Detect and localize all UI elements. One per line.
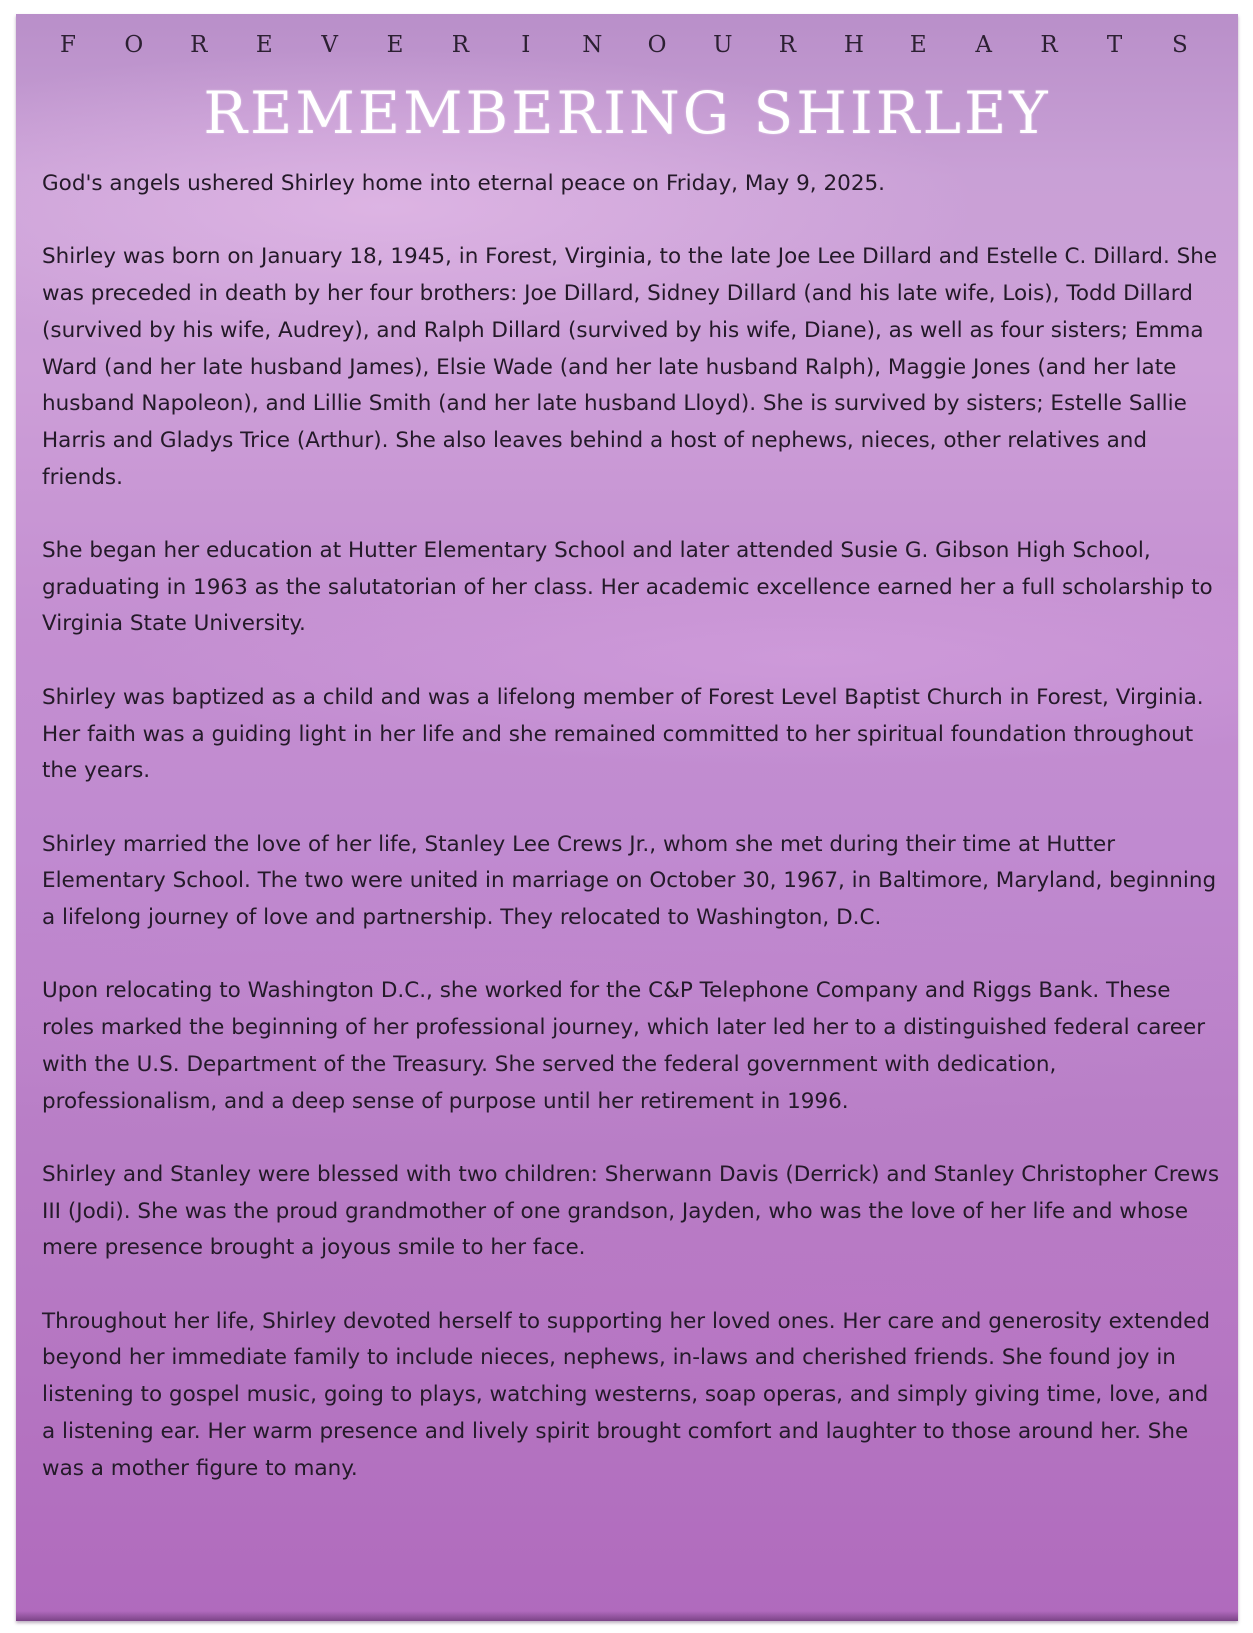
tagline-letter: S xyxy=(1172,32,1188,58)
tagline-letter: R xyxy=(451,32,470,58)
tagline-letter: F xyxy=(60,32,76,58)
paragraph-passing: God's angels ushered Shirley home into eternal peace on Friday, May 9, 2025. xyxy=(42,171,886,196)
paragraph-family: Shirley was born on January 18, 1945, in Forest, Virginia, to the late Joe Lee Dillard and Estelle C. Dillard. She was preceded in death by her four brothers: Joe Dillard, Sidney Dillard (and his late wife, Lois), Todd Dillard (survived by his wife, Audrey), and Ralph Dillard (survived by his wife, Diane), as well as four sisters; Emma Ward (and her late husband James), Elsie Wade (and her late husband Ralph), Maggie Jones (and her late husband Napoleon), and Lillie Smith (and her late husband Lloyd). She is survived by sisters; Estelle Sallie Harris and Gladys Trice (Arthur). She also leaves behind a host of nephews, nieces, other relatives and friends. xyxy=(42,244,1218,490)
tagline-letter: V xyxy=(321,32,338,58)
paragraph-career: Upon relocating to Washington D.C., she worked for the C&P Telephone Company and Riggs Bank. These roles marked the beginning of her professional journey, which later led her to a distinguished federal career with the U.S. Department of the Treasury. She served the federal government with dedication, professionalism, and a deep sense of purpose until her retirement in 1996. xyxy=(42,978,1206,1114)
tagline xyxy=(59,33,1189,57)
obituary-body xyxy=(42,166,1227,1524)
tagline-letter: E xyxy=(909,32,927,58)
tagline-letter: E xyxy=(386,32,404,58)
tagline-letter: E xyxy=(255,32,273,58)
paragraph-legacy: Throughout her life, Shirley devoted herself to supporting her loved ones. Her care and generosity extended beyond her immediate family to include nieces, nephews, in-laws and cherished friends. She found joy in listening to gospel music, going to plays, watching westerns, soap operas, and simply giving time, love, and a listening ear. Her warm presence and lively spirit brought comfort and laughter to those around her. She was a mother figure to many. xyxy=(42,1308,1210,1481)
tagline-letter: H xyxy=(843,32,864,58)
tagline-letter: O xyxy=(647,32,667,58)
tagline-letter: U xyxy=(713,32,733,58)
tagline-letter: A xyxy=(975,32,992,58)
tagline-letter: R xyxy=(778,32,797,58)
tagline-letter: N xyxy=(582,32,603,58)
page-title: REMEMBERING SHIRLEY xyxy=(203,79,1051,147)
tagline-letter: T xyxy=(1106,32,1123,58)
tagline-letter: R xyxy=(1040,32,1058,58)
paragraph-education: She began her education at Hutter Elementary School and later attended Susie G. Gibson High School, graduating in 1963 as the salutatorian of her class. Her academic excellence earned her a full scholarship to Virginia State University. xyxy=(42,538,1213,637)
paragraph-marriage: Shirley married the love of her life, Stanley Lee Crews Jr., whom she met during their time at Hutter Elementary School. The two were united in marriage on October 30, 1967, in Baltimore, Maryland, beginning a lifelong journey of love and partnership. They relocated to Washington, D.C. xyxy=(42,831,1217,930)
tagline-letter: O xyxy=(124,32,144,58)
tagline-letter: R xyxy=(190,32,208,58)
obituary-page xyxy=(16,14,1238,1621)
paragraph-children: Shirley and Stanley were blessed with two children: Sherwann Davis (Derrick) and Stanley Christopher Crews III (Jodi). She was the proud grandmother of one grandson, Jayden, who was the love of her life and whose mere presence brought a joyous smile to her face. xyxy=(42,1161,1220,1261)
paragraph-faith: Shirley was baptized as a child and was a lifelong member of Forest Level Baptist Church in Forest, Virginia. Her faith was a guiding light in her life and she remained committed to her spiritual foundation throughout the years. xyxy=(42,684,1204,784)
tagline-letter: I xyxy=(521,32,531,58)
